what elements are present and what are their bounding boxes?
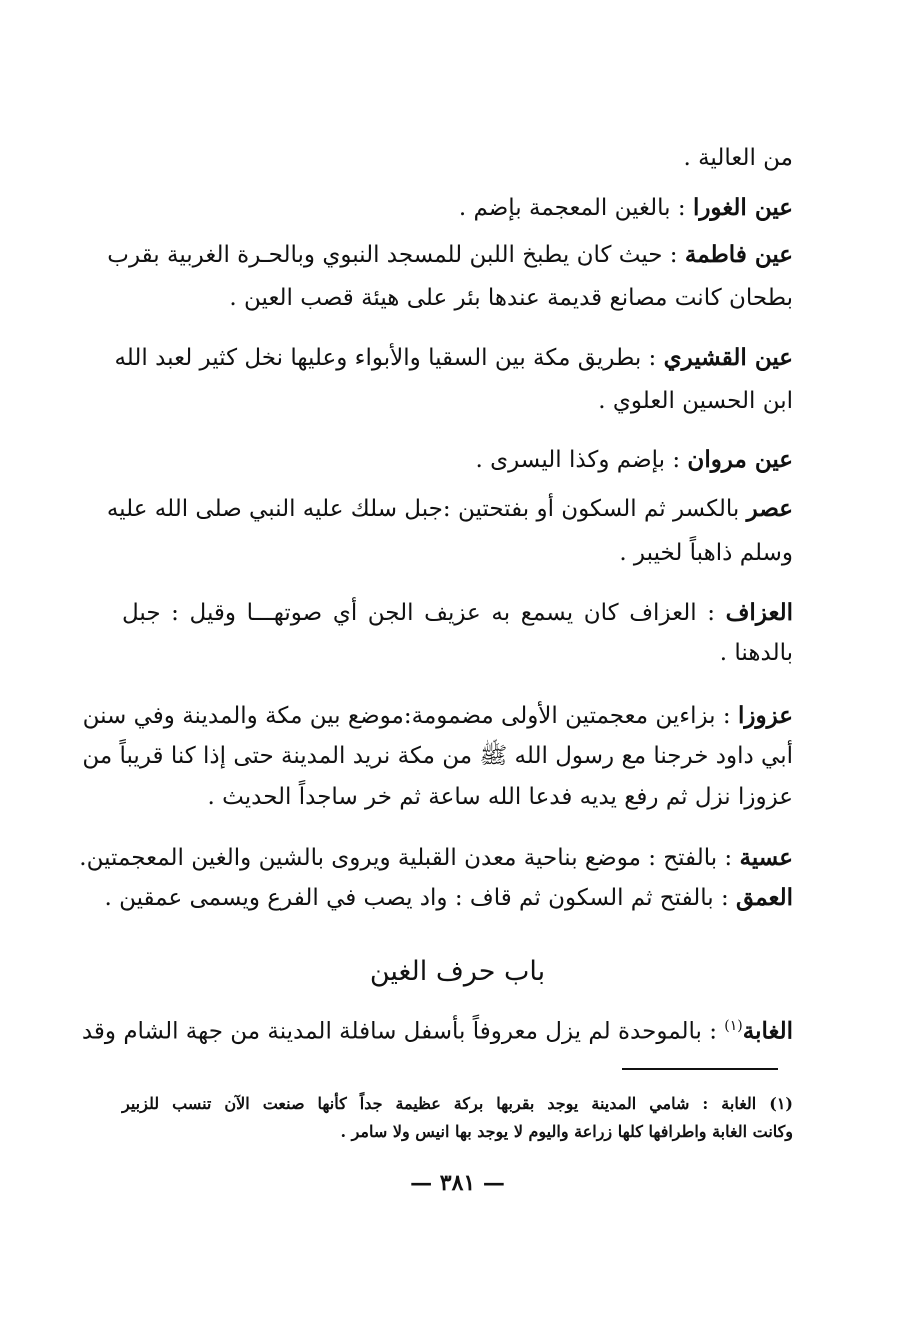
footnote-marker: (١) (724, 1018, 743, 1034)
entry-term: عين القشيري (663, 344, 793, 371)
entry-term: عين مروان (687, 446, 793, 473)
entry-text: : بالموحدة لم يزل معروفاً بأسفل سافلة المدينة من جهة الشام وقد (81, 1018, 717, 1045)
entry-azwaza-line2 (82, 741, 793, 771)
entry-term: عين فاطمة (684, 241, 793, 268)
entry-ain-alqushayri-line2 (598, 386, 793, 416)
entry-text: : حيث كان يطبخ اللبن للمسجد النبوي وبالحـرة الغربية بقرب (107, 242, 678, 268)
page-number: — ٣٨١ — (410, 1170, 505, 1196)
footnote-line-1: (١) الغابة : شامي المدينة يوجد بقربها بركة عظيمة جداً كأنها صنعت الآن تنسب للزبير (122, 1094, 793, 1113)
entry-text: : بإضم وكذا اليسرى . (475, 447, 681, 473)
continuation-text: من العالية . (683, 145, 793, 171)
entry-ain-alghura (459, 193, 793, 223)
continuation-line (683, 143, 793, 173)
entry-text: ابن الحسين العلوي . (598, 388, 793, 414)
entry-term: العمق (736, 884, 793, 911)
entry-text: بطحان كانت مصانع قديمة عندها بئر على هيئة قصب العين . (229, 285, 793, 311)
entry-text: وسلم ذاهباً لخيبر . (619, 540, 793, 566)
entry-text: : بزاءين معجمتين الأولى مضمومة:موضع بين مكة والمدينة وفي سنن (82, 703, 731, 729)
entry-ain-alqushayri (114, 343, 793, 373)
section-heading: باب حرف الغين (369, 956, 546, 987)
footnote-separator (622, 1068, 778, 1070)
entry-text: بالكسر ثم السكون أو بفتحتين :جبل سلك عليه النبي صلى الله عليه (106, 496, 740, 522)
entry-azwaza (82, 701, 793, 731)
entry-text: : بطريق مكة بين السقيا والأبواء وعليها نخل كثير لعبد الله (114, 345, 657, 371)
entry-asr (106, 494, 793, 524)
entry-ain-marwan (475, 445, 793, 475)
entry-term: عزوزا (737, 702, 793, 729)
entry-term: عصر (746, 495, 793, 522)
footnote-line-2: وكانت الغابة واطرافها كلها زراعة واليوم لا يوجد بها انيس ولا سامر . (340, 1122, 793, 1141)
entry-alazzaf-line2 (720, 638, 793, 668)
entry-text: : بالفتح ثم السكون ثم قاف : واد يصب في الفرع ويسمى عمقين . (104, 885, 729, 911)
entry-term: عسية (739, 844, 793, 871)
entry-term: عين الغورا (692, 194, 793, 221)
entry-asiyya (79, 843, 793, 873)
entry-ain-fatima (107, 240, 793, 270)
entry-text: أبي داود خرجنا مع رسول الله ﷺ من مكة نريد المدينة حتى إذا كنا قريباً من (82, 743, 793, 769)
entry-text: بالدهنا . (719, 640, 793, 666)
entry-term: العزاف (725, 599, 794, 626)
entry-text: : العزاف كان يسمع به عزيف الجن أي صوتهـــا وقيل : جبل (122, 600, 715, 626)
entry-text: عزوزا نزل ثم رفع يديه فدعا الله ساعة ثم خر ساجداً الحديث . (207, 784, 793, 810)
entry-azwaza-line3 (208, 782, 793, 812)
entry-alghaba (81, 1011, 793, 1047)
entry-asr-line2 (619, 538, 793, 568)
entry-ain-fatima-line2 (229, 283, 793, 313)
entry-term: الغابة (742, 1017, 793, 1045)
entry-alamq (104, 883, 793, 913)
entry-alazzaf (122, 598, 793, 628)
entry-text: : بالفتح : موضع بناحية معدن القبلية ويروى بالشين والغين المعجمتين. (79, 845, 733, 871)
entry-text: : بالغين المعجمة بإضم . (458, 195, 686, 221)
